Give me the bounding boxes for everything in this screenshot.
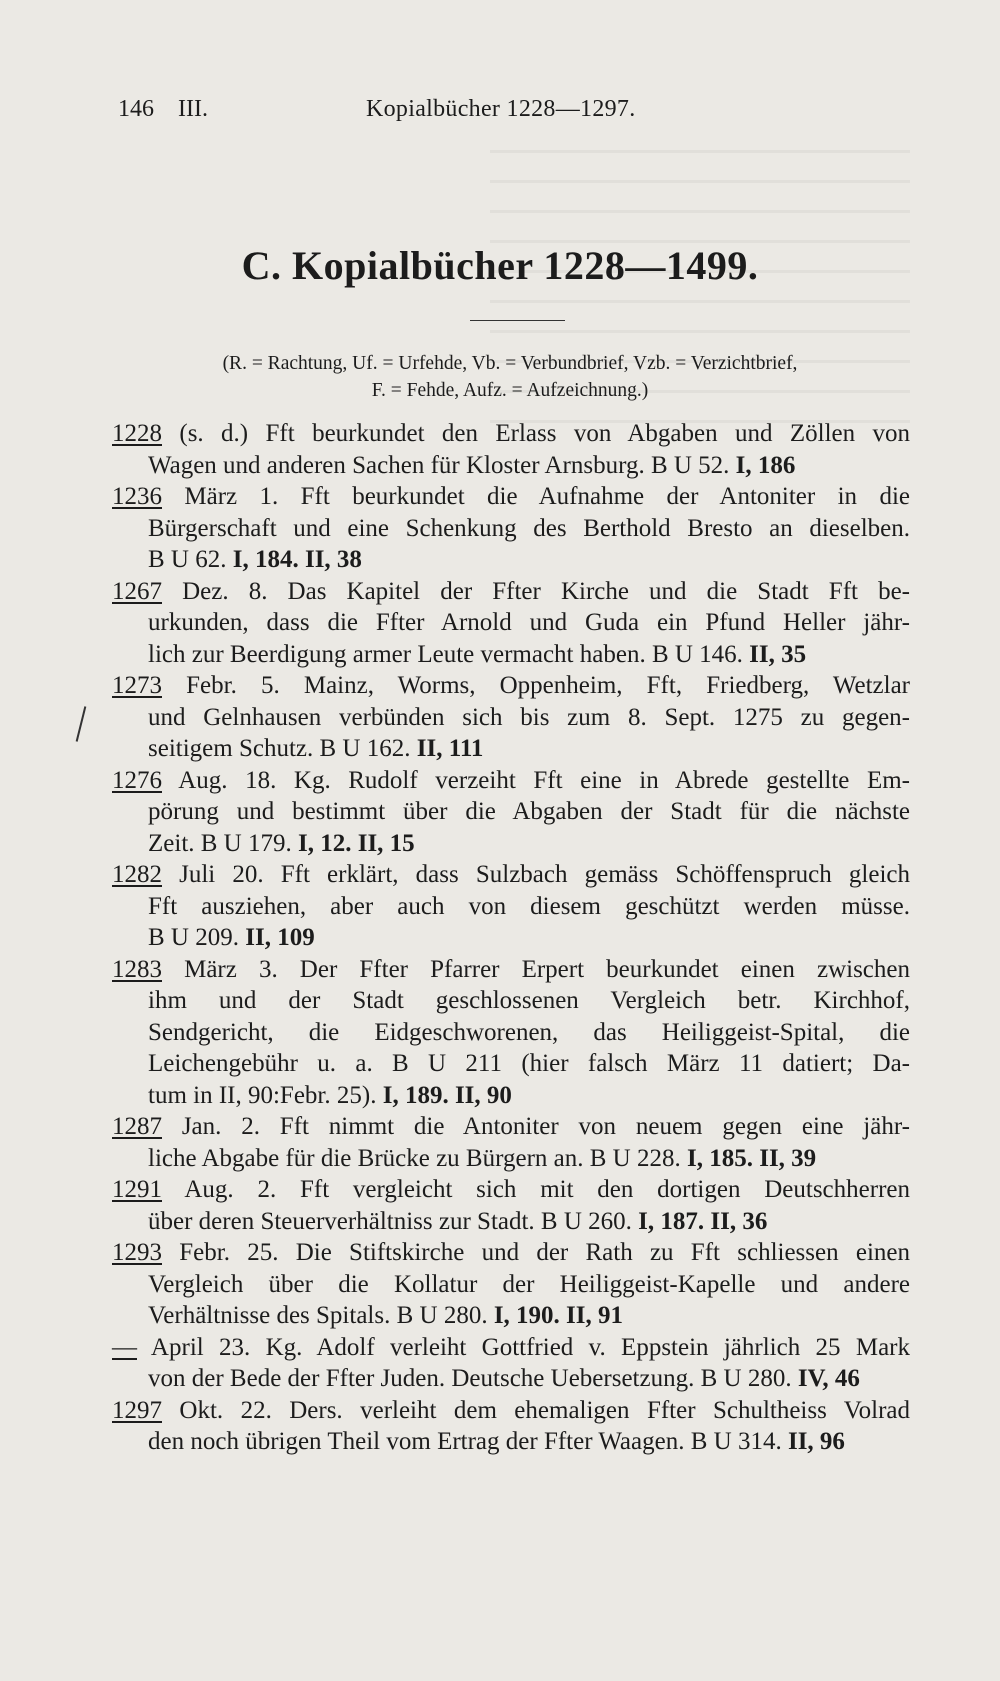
running-title: Kopialbücher 1228—1297.: [366, 96, 636, 122]
entry-text: März 3. Der Ffter Pfarrer Erpert beurkundet einen zwischen: [162, 955, 910, 983]
entry-line: [112, 796, 910, 828]
register-entry: [112, 670, 910, 765]
margin-pencil-mark: [76, 706, 87, 741]
entry-text: urkunden, dass die Ffter Arnold und Guda ein Pfund Heller jähr-: [148, 609, 910, 636]
entry-text: liche Abgabe für die Brücke zu Bürgern an. B U 228.: [148, 1144, 681, 1172]
abbreviation-key: [130, 350, 890, 404]
entry-year: 1282: [112, 861, 162, 888]
entry-text: Jan. 2. Fft nimmt die Antoniter von neuem gegen eine jähr-: [162, 1113, 910, 1140]
entry-text: Vergleich über die Kollatur der Heiliggeist-Kapelle und andere: [148, 1270, 910, 1298]
entry-line: [112, 670, 910, 702]
entry-text: Bürgerschaft und eine Schenkung des Berthold Bresto an dieselben.: [148, 514, 910, 542]
entry-reference: II, 111: [416, 735, 484, 762]
entry-line: [112, 1300, 910, 1332]
entry-reference: I, 186: [735, 451, 796, 479]
entry-reference: II, 35: [749, 640, 807, 668]
entry-line: [112, 733, 910, 765]
entry-text: lich zur Beerdigung armer Leute vermacht haben. B U 146.: [148, 640, 743, 668]
entry-line: [112, 1143, 910, 1175]
entry-reference: I, 187. II, 36: [638, 1207, 768, 1235]
entry-reference: II, 96: [787, 1428, 845, 1455]
entry-reference: IV, 46: [797, 1365, 860, 1392]
entry-line: [112, 1048, 910, 1080]
entry-year: 1291: [112, 1176, 162, 1203]
register-entry: [112, 1237, 910, 1332]
section-title: C. Kopialbücher 1228—1499.: [241, 243, 759, 288]
register-entry: [112, 859, 910, 954]
entry-text: Fft ausziehen, aber auch von diesem geschützt werden müsse.: [148, 892, 910, 920]
entry-line: [112, 1395, 910, 1427]
entry-line: [112, 1269, 910, 1301]
entry-text: Leichengebühr u. a. B U 211 (hier falsch März 11 datiert; Da-: [148, 1050, 910, 1077]
entry-line: [112, 891, 910, 923]
entry-text: und Gelnhausen verbünden sich bis zum 8. Sept. 1275 zu gegen-: [148, 703, 910, 731]
entry-line: [112, 1332, 910, 1364]
entry-line: [112, 1363, 910, 1395]
register-entry: [112, 1174, 910, 1237]
entry-text: Febr. 5. Mainz, Worms, Oppenheim, Fft, Friedberg, Wetzlar: [162, 672, 910, 699]
entry-reference: II, 109: [245, 924, 315, 951]
entry-text: Febr. 25. Die Stiftskirche und der Rath zu Fft schliessen einen: [162, 1239, 910, 1266]
entry-year: 1276: [112, 766, 162, 794]
register-entry: [112, 481, 910, 576]
show-through: [490, 150, 910, 450]
entry-line: [112, 1237, 910, 1269]
abbreviation-line: F. = Fehde, Aufz. = Aufzeichnung.): [371, 380, 649, 401]
entry-reference: I, 185. II, 39: [686, 1144, 817, 1172]
register-entry: [112, 1332, 910, 1395]
entry-text: ihm und der Stadt geschlossenen Vergleich betr. Kirchhof,: [148, 987, 910, 1014]
entry-reference: I, 12. II, 15: [298, 829, 415, 857]
entry-text: Zeit. B U 179.: [148, 829, 292, 857]
entry-text: seitigem Schutz. B U 162.: [148, 735, 411, 762]
entry-line: [112, 544, 910, 576]
entry-line: [112, 450, 910, 482]
entry-line: [112, 1174, 910, 1206]
entry-text: April 23. Kg. Adolf verleiht Gottfried v. Eppstein jährlich 25 Mark: [137, 1333, 910, 1361]
entry-line: [112, 954, 910, 986]
entry-line: [112, 985, 910, 1017]
entry-line: [112, 1426, 910, 1458]
entry-text: (s. d.) Fft beurkundet den Erlass von Abgaben und Zöllen von: [162, 420, 910, 447]
entry-year: —: [112, 1333, 137, 1361]
entry-text: tum in II, 90:Febr. 25).: [148, 1081, 377, 1109]
entry-text: über deren Steuerverhältniss zur Stadt. B U 260.: [148, 1207, 632, 1235]
entry-reference: I, 189. II, 90: [382, 1081, 512, 1109]
entry-year: 1297: [112, 1396, 162, 1424]
entry-text: Sendgericht, die Eidgeschworenen, das Heiliggeist-Spital, die: [148, 1018, 910, 1046]
entry-text: Verhältnisse des Spitals. B U 280.: [148, 1302, 488, 1329]
entry-line: [112, 576, 910, 608]
entry-line: [112, 1080, 910, 1112]
entry-line: [112, 765, 910, 797]
entry-line: [112, 607, 910, 639]
register-entry: [112, 1111, 910, 1174]
entry-text: Juli 20. Fft erklärt, dass Sulzbach gemäss Schöffenspruch gleich: [162, 861, 910, 888]
entry-year: 1293: [112, 1239, 162, 1266]
register-entry: [112, 1395, 910, 1458]
entry-line: [112, 1206, 910, 1238]
entry-line: [112, 828, 910, 860]
entry-text: B U 209.: [148, 924, 239, 951]
entry-line: [112, 1017, 910, 1049]
entry-text: den noch übrigen Theil vom Ertrag der Ffter Waagen. B U 314.: [148, 1428, 782, 1455]
entry-year: 1267: [112, 577, 162, 605]
title-rule: [470, 320, 565, 321]
entry-reference: I, 184. II, 38: [232, 546, 362, 573]
entry-year: 1287: [112, 1113, 162, 1140]
entry-text: Aug. 2. Fft vergleicht sich mit den dortigen Deutschherren: [162, 1176, 910, 1203]
entry-line: [112, 859, 910, 891]
entry-year: 1236: [112, 483, 162, 510]
register-entry: [112, 765, 910, 860]
entry-text: Aug. 18. Kg. Rudolf verzeiht Fft eine in Abrede gestellte Em-: [162, 766, 910, 794]
entry-text: Wagen und anderen Sachen für Kloster Arnsburg. B U 52.: [148, 451, 730, 479]
entry-text: pörung und bestimmt über die Abgaben der Stadt für die nächste: [148, 798, 910, 825]
entry-line: [112, 1111, 910, 1143]
entry-year: 1228: [112, 420, 162, 447]
entry-line: [112, 418, 910, 450]
entry-year: 1273: [112, 672, 162, 699]
abbreviation-line: (R. = Rachtung, Uf. = Urfehde, Vb. = Verbundbrief, Vzb. = Verzichtbrief,: [222, 353, 798, 374]
register-entry: [112, 418, 910, 481]
section-number: III.: [178, 96, 208, 122]
entry-line: [112, 481, 910, 513]
register-entry: [112, 954, 910, 1112]
entry-text: März 1. Fft beurkundet die Aufnahme der Antoniter in die: [162, 483, 910, 510]
running-header: [118, 96, 912, 130]
entry-line: [112, 922, 910, 954]
page-number: 146: [118, 96, 154, 122]
entry-text: B U 62.: [148, 546, 227, 573]
entry-line: [112, 513, 910, 545]
entry-list: [112, 418, 910, 1458]
entry-line: [112, 702, 910, 734]
entry-text: Okt. 22. Ders. verleiht dem ehemaligen Ffter Schultheiss Volrad: [162, 1396, 910, 1424]
entry-line: [112, 639, 910, 671]
register-entry: [112, 576, 910, 671]
entry-reference: I, 190. II, 91: [493, 1302, 624, 1329]
entry-text: von der Bede der Ffter Juden. Deutsche Uebersetzung. B U 280.: [148, 1365, 792, 1392]
entry-text: Dez. 8. Das Kapitel der Ffter Kirche und die Stadt Fft be-: [162, 577, 910, 605]
entry-year: 1283: [112, 955, 162, 983]
